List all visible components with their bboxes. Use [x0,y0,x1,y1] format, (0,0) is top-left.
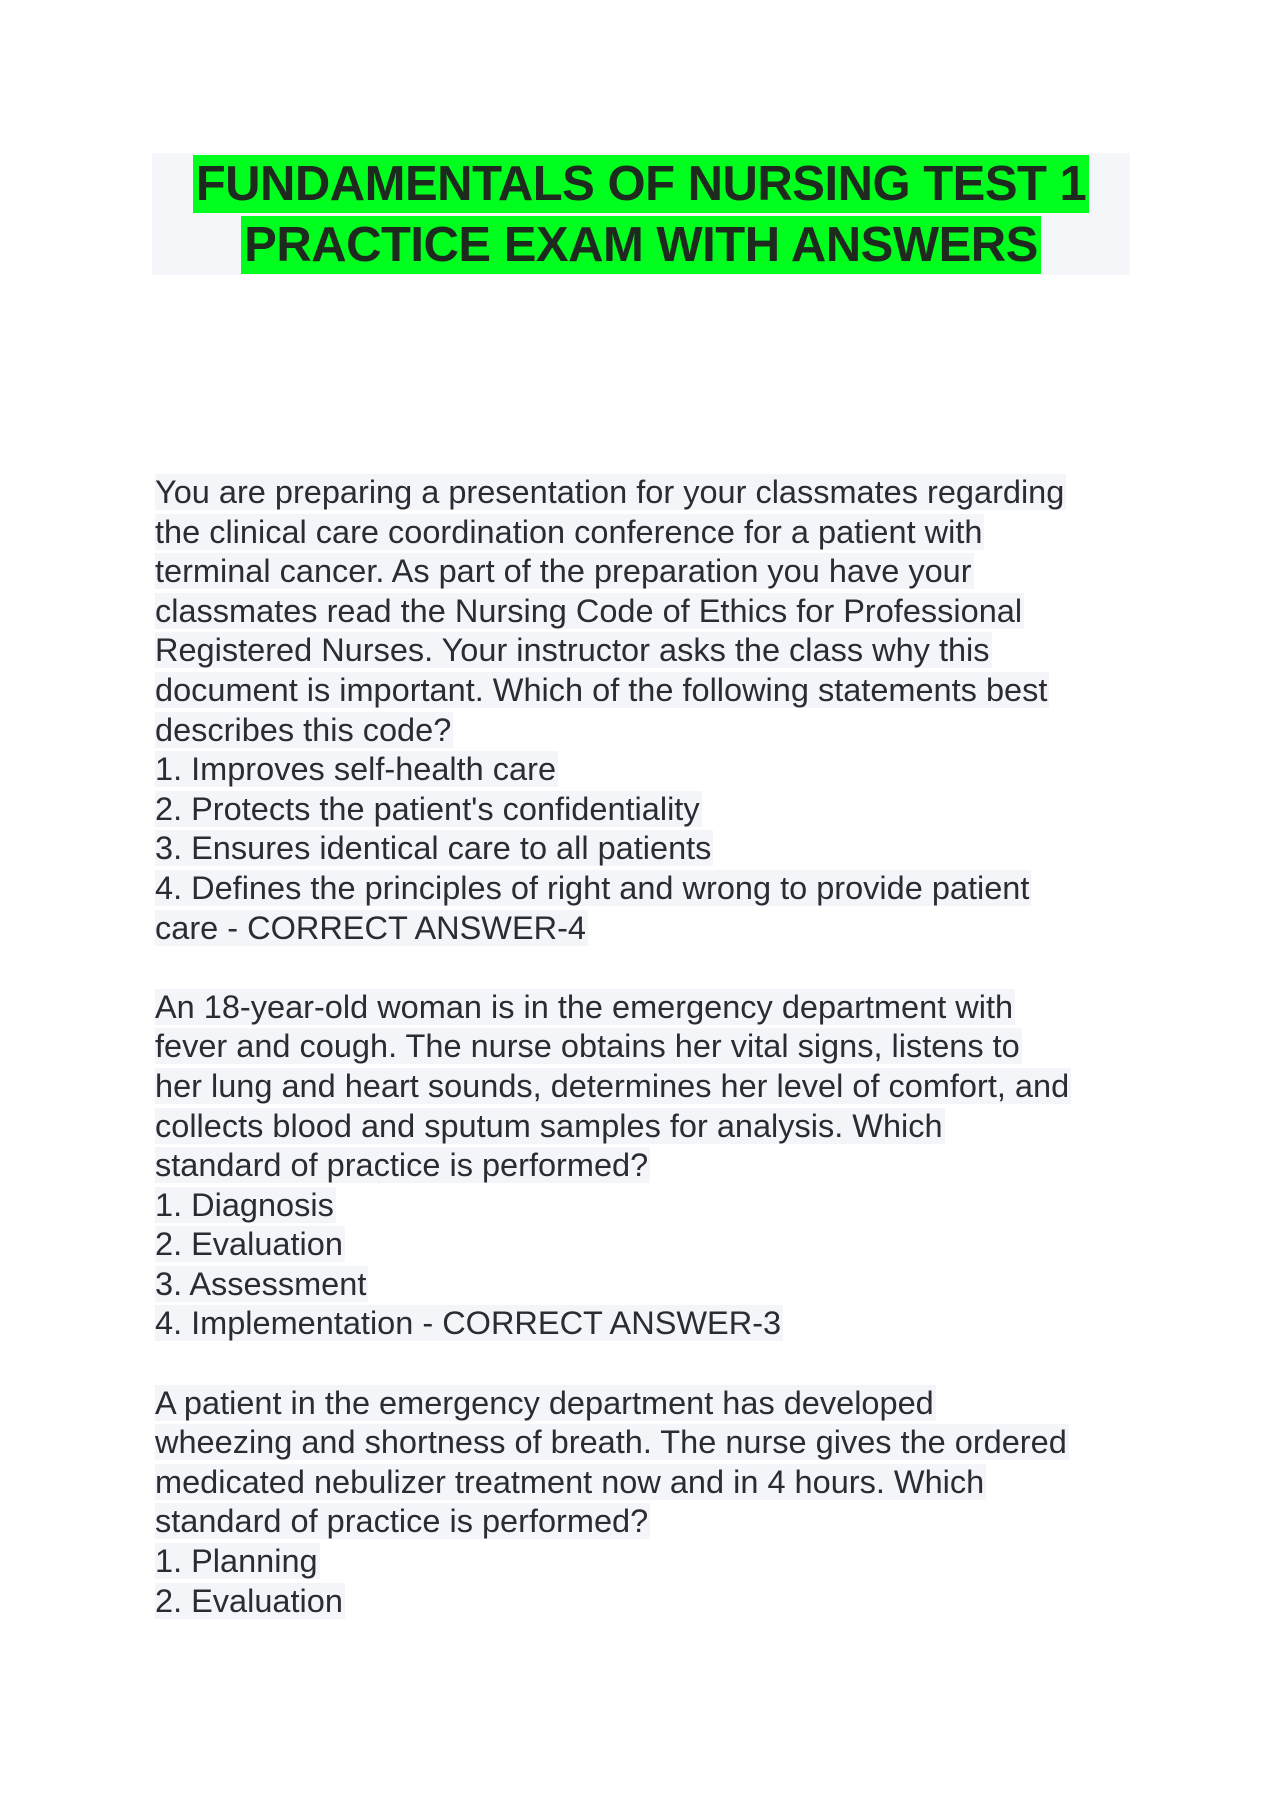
question-text-line: You are preparing a presentation for your classmates regarding [155,474,1065,510]
question-text-line: fever and cough. The nurse obtains her vital signs, listens to [155,1028,1020,1065]
answer-option: 2. Evaluation [155,1582,343,1619]
question-text-line: An 18-year-old woman is in the emergency department with [155,988,1014,1025]
answer-option: 1. Planning [155,1543,318,1580]
answer-option: 3. Assessment [155,1265,367,1302]
answer-option: 2. Protects the patient's confidentiality [155,790,700,827]
title-line-1: FUNDAMENTALS OF NURSING TEST 1 [193,155,1090,213]
question-text-line: A patient in the emergency department has developed [155,1384,934,1421]
title-line-2: PRACTICE EXAM WITH ANSWERS [241,216,1041,274]
question-text-line: standard of practice is performed? [155,1503,649,1540]
question-block [155,473,1135,948]
question-block [155,1384,1135,1622]
question-text-line: standard of practice is performed? [155,1147,649,1184]
answer-option: 1. Improves self-health care [155,751,557,788]
answer-option: 2. Evaluation [155,1226,343,1263]
question-text-line: Registered Nurses. Your instructor asks the class why this [155,632,990,669]
question-text-line: wheezing and shortness of breath. The nurse gives the ordered [155,1424,1067,1461]
document-title [152,153,1130,275]
question-text-line: classmates read the Nursing Code of Ethics for Professional [155,592,1023,629]
question-text-line: describes this code? [155,711,452,748]
question-text-line: terminal cancer. As part of the preparation you have your [155,553,972,590]
correct-answer-line: care - CORRECT ANSWER-4 [155,909,586,946]
question-text-line: the clinical care coordination conference for a patient with [155,513,983,550]
correct-answer-line: 4. Implementation - CORRECT ANSWER-3 [155,1305,782,1342]
question-text-line: collects blood and sputum samples for analysis. Which [155,1107,943,1144]
question-text-line: document is important. Which of the following statements best [155,671,1048,708]
question-text-line: medicated nebulizer treatment now and in 4 hours. Which [155,1463,985,1500]
question-text-line: her lung and heart sounds, determines her level of comfort, and [155,1067,1070,1104]
answer-option: 4. Defines the principles of right and wrong to provide patient [155,869,1030,906]
document-body [155,473,1135,1621]
answer-option: 1. Diagnosis [155,1186,334,1223]
question-block [155,988,1135,1344]
answer-option: 3. Ensures identical care to all patients [155,830,712,867]
